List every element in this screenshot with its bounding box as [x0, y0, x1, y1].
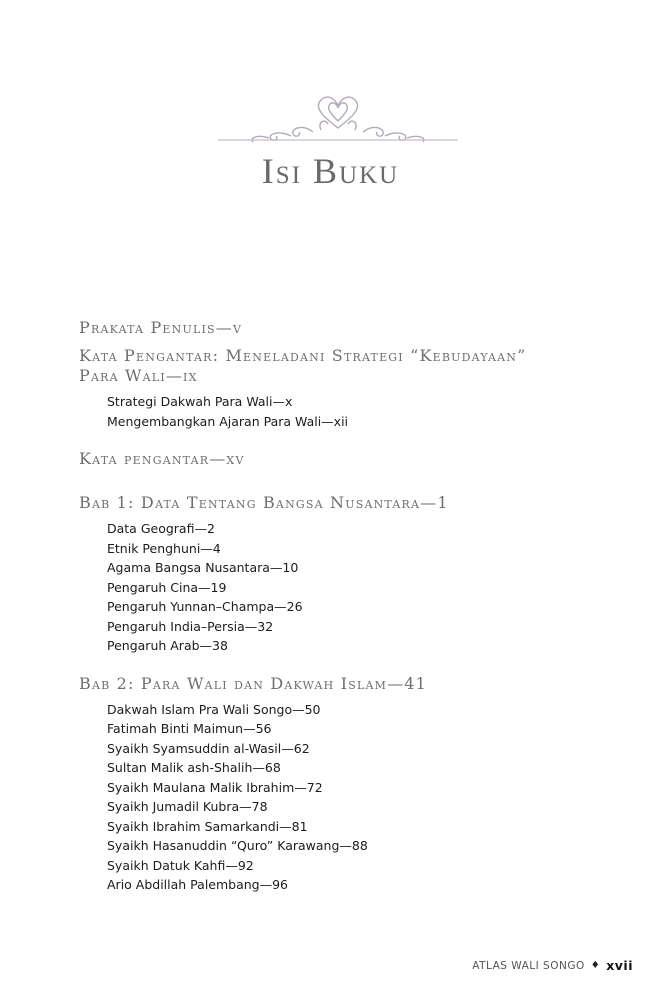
- toc-heading-line: Bab 2: Para Wali dan Dakwah Islam—41: [79, 673, 428, 693]
- page-footer: [472, 958, 633, 973]
- toc-item[interactable]: Pengaruh Arab—38: [107, 638, 228, 653]
- page-number: xvii: [606, 958, 633, 973]
- toc-sublist: [107, 392, 599, 431]
- page-title: Isi Buku: [261, 151, 400, 191]
- toc-item[interactable]: Syaikh Jumadil Kubra—78: [107, 799, 268, 814]
- toc-item[interactable]: Ario Abdillah Palembang—96: [107, 877, 289, 892]
- toc-heading[interactable]: [79, 674, 599, 694]
- toc-heading[interactable]: [79, 346, 599, 386]
- toc-item[interactable]: Pengaruh Cina—19: [107, 579, 227, 595]
- toc-item[interactable]: Syaikh Maulana Malik Ibrahim—72: [107, 779, 323, 795]
- toc-heading[interactable]: [79, 449, 599, 469]
- table-of-contents: [79, 318, 599, 901]
- toc-item[interactable]: Syaikh Datuk Kahfi—92: [107, 857, 254, 873]
- toc-section-bab-2: [79, 674, 599, 895]
- toc-section-kata-pengantar-1: [79, 346, 599, 431]
- toc-heading-line: Kata pengantar—xv: [79, 449, 245, 468]
- diamond-bullet-icon: ♦: [590, 960, 601, 971]
- toc-item[interactable]: Agama Bangsa Nusantara—10: [107, 560, 299, 575]
- toc-section-prakata: [79, 318, 599, 338]
- toc-item[interactable]: Syaikh Hasanuddin “Quro” Karawang—88: [107, 838, 368, 853]
- toc-item[interactable]: Pengaruh India–Persia—32: [107, 618, 274, 634]
- toc-item[interactable]: Mengembangkan Ajaran Para Wali—xii: [107, 413, 349, 429]
- toc-item[interactable]: Sultan Malik ash-Shalih—68: [107, 760, 281, 775]
- toc-item[interactable]: Strategi Dakwah Para Wali—x: [107, 394, 293, 409]
- toc-item[interactable]: Data Geografi—2: [107, 521, 215, 536]
- toc-heading[interactable]: [79, 493, 599, 513]
- toc-item[interactable]: Fatimah Binti Maimun—56: [107, 721, 272, 736]
- toc-sublist: [107, 700, 599, 895]
- toc-item[interactable]: Pengaruh Yunnan–Champa—26: [107, 599, 303, 614]
- footer-book-title: ATLAS WALI SONGO: [472, 959, 585, 972]
- toc-item[interactable]: Syaikh Ibrahim Samarkandi—81: [107, 818, 308, 834]
- toc-heading-line: Prakata Penulis—v: [79, 318, 243, 337]
- toc-item[interactable]: Syaikh Syamsuddin al-Wasil—62: [107, 740, 310, 756]
- toc-section-kata-pengantar-2: [79, 449, 599, 469]
- toc-item[interactable]: Dakwah Islam Pra Wali Songo—50: [107, 701, 321, 717]
- toc-heading-line: Para Wali—ix: [79, 366, 198, 385]
- toc-item[interactable]: Etnik Penghuni—4: [107, 540, 221, 556]
- toc-heading-line: Bab 1: Data Tentang Bangsa Nusantara—1: [79, 493, 449, 512]
- toc-sublist: [107, 519, 599, 656]
- toc-heading-line: Kata Pengantar: Meneladani Strategi “Kebudayaan”: [79, 346, 527, 365]
- decorative-ornament-icon: [213, 88, 463, 148]
- toc-section-bab-1: [79, 493, 599, 656]
- toc-heading[interactable]: [79, 318, 599, 338]
